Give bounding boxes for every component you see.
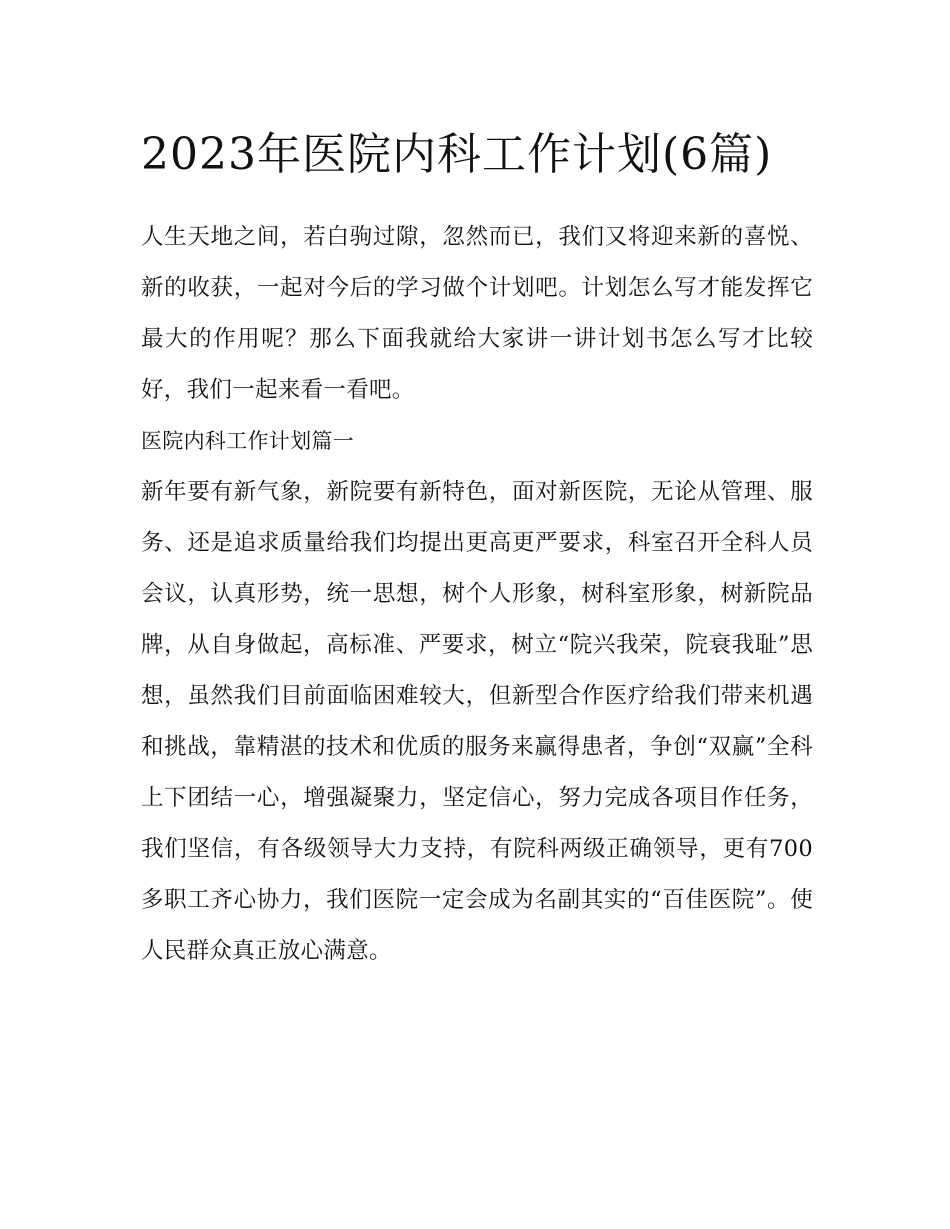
document-page xyxy=(141,118,813,977)
section-heading: 医院内科工作计划篇一 xyxy=(141,429,354,453)
intro-paragraph: 人生天地之间，若白驹过隙，忽然而已，我们又将迎来新的喜悦、新的收获，一起对今后的学习做个计划吧。计划怎么写才能发挥它最大的作用呢？那么下面我就给大家讲一讲计划书怎么写才比较好，我们一起来看一看吧。 xyxy=(141,224,813,403)
document-body xyxy=(141,212,813,977)
section-paragraph: 新年要有新气象，新院要有新特色，面对新医院，无论从管理、服务、还是追求质量给我们均提出更高更严要求，科室召开全科人员会议，认真形势，统一思想，树个人形象，树科室形象，树新院品牌，从自身做起，高标准、严要求，树立“院兴我荣，院衰我耻”思想，虽然我们目前面临困难较大，但新型合作医疗给我们带来机遇和挑战，靠精湛的技术和优质的服务来赢得患者，争创“双赢”全科上下团结一心，增强凝聚力，坚定信心，努力完成各项目作任务，我们坚信，有各级领导大力支持，有院科两级正确领导，更有700多职工齐心协力，我们医院一定会成为名副其实的“百佳医院”。使人民群众真正放心满意。 xyxy=(141,479,813,964)
document-title: 2023年医院内科工作计划(6篇) xyxy=(141,129,773,180)
